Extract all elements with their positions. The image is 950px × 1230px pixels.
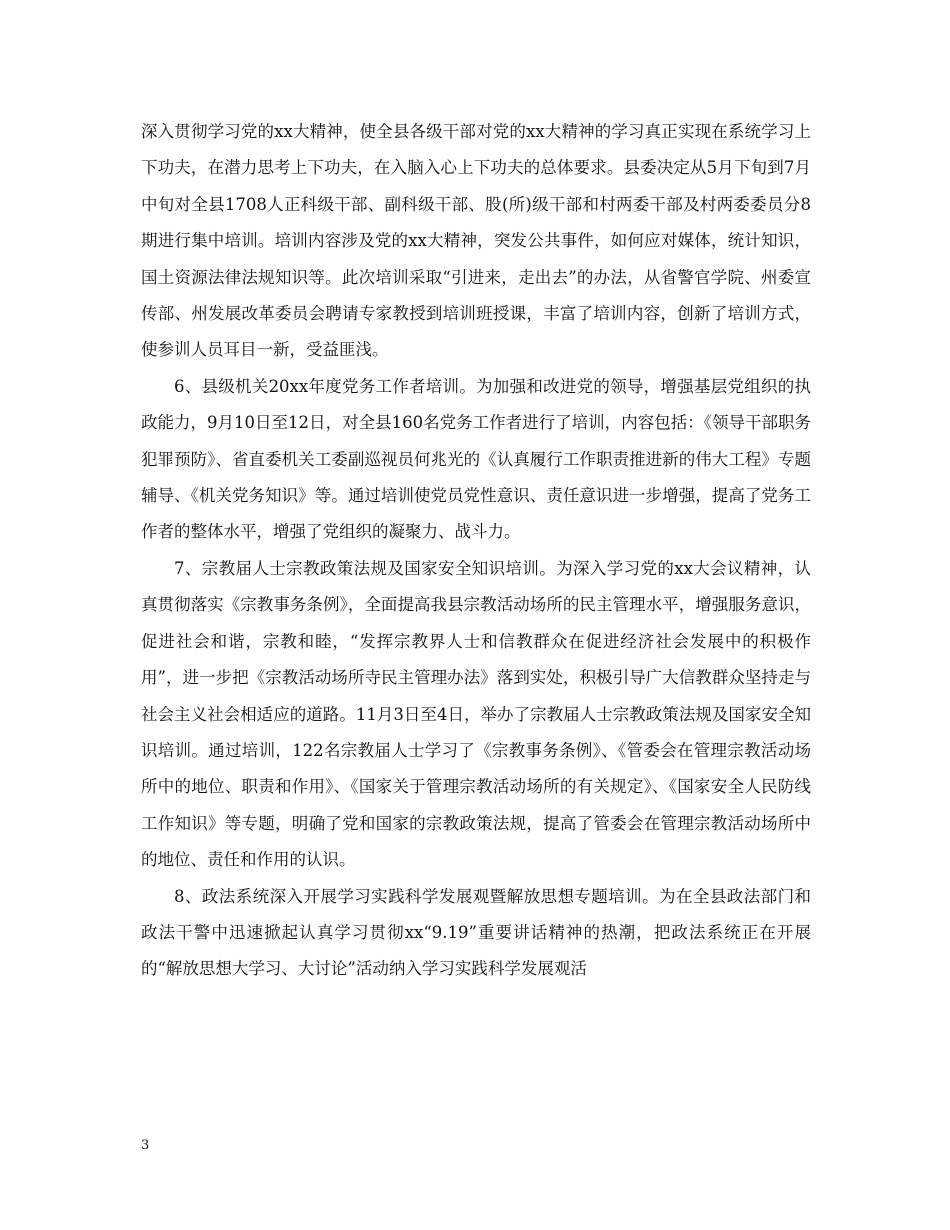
- paragraph-1: 深入贯彻学习党的xx大精神，使全县各级干部对党的xx大精神的学习真正实现在系统学习上下功夫，在潜力思考上下功夫，在入脑入心上下功夫的总体要求。县委决定从5月下旬到7月中旬对全县1708人正科级干部、副科级干部、股(所)级干部和村两委干部及村两委委员分8期进行集中培训。培训内容涉及党的xx大精神，突发公共事件，如何应对媒体，统计知识，国土资源法律法规知识等。此次培训采取“引进来，走出去”的办法，从省警官学院、州委宣传部、州发展改革委员会聘请专家教授到培训班授课，丰富了培训内容，创新了培训方式，使参训人员耳目一新，受益匪浅。: [141, 122, 811, 360]
- document-body: [141, 114, 811, 988]
- paragraph-2: 6、县级机关20xx年度党务工作者培训。为加强和改进党的领导，增强基层党组织的执政能力，9月10日至12日，对全县160名党务工作者进行了培训，内容包括：《领导干部职务犯罪预防》、省直委机关工委副巡视员何兆光的《认真履行工作职责推进新的伟大工程》专题辅导、《机关党务知识》等。通过培训使党员党性意识、责任意识进一步增强，提高了党务工作者的整体水平，增强了党组织的凝聚力、战斗力。: [141, 376, 811, 542]
- paragraph-4: 8、政法系统深入开展学习实践科学发展观暨解放思想专题培训。为在全县政法部门和政法干警中迅速掀起认真学习贯彻xx“9.19”重要讲话精神的热潮，把政法系统正在开展的“解放思想大学习、大讨论”活动纳入学习实践科学发展观活: [141, 886, 811, 979]
- paragraph-3: 7、宗教届人士宗教政策法规及国家安全知识培训。为深入学习党的xx大会议精神，认真贯彻落实《宗教事务条例》，全面提高我县宗教活动场所的民主管理水平，增强服务意识，促进社会和谐，宗教和睦，“发挥宗教界人士和信教群众在促进经济社会发展中的积极作用”，进一步把《宗教活动场所寺民主管理办法》落到实处，积极引导广大信教群众坚持走与社会主义社会相适应的道路。11月3日至4日，举办了宗教届人士宗教政策法规及国家安全知识培训。通过培训，122名宗教届人士学习了《宗教事务条例》、《管委会在管理宗教活动场所中的地位、职责和作用》、《国家关于管理宗教活动场所的有关规定》、《国家安全人民防线工作知识》等专题，明确了党和国家的宗教政策法规，提高了管委会在管理宗教活动场所中的地位、责任和作用的认识。: [141, 558, 811, 870]
- page-number: 3: [141, 1138, 150, 1153]
